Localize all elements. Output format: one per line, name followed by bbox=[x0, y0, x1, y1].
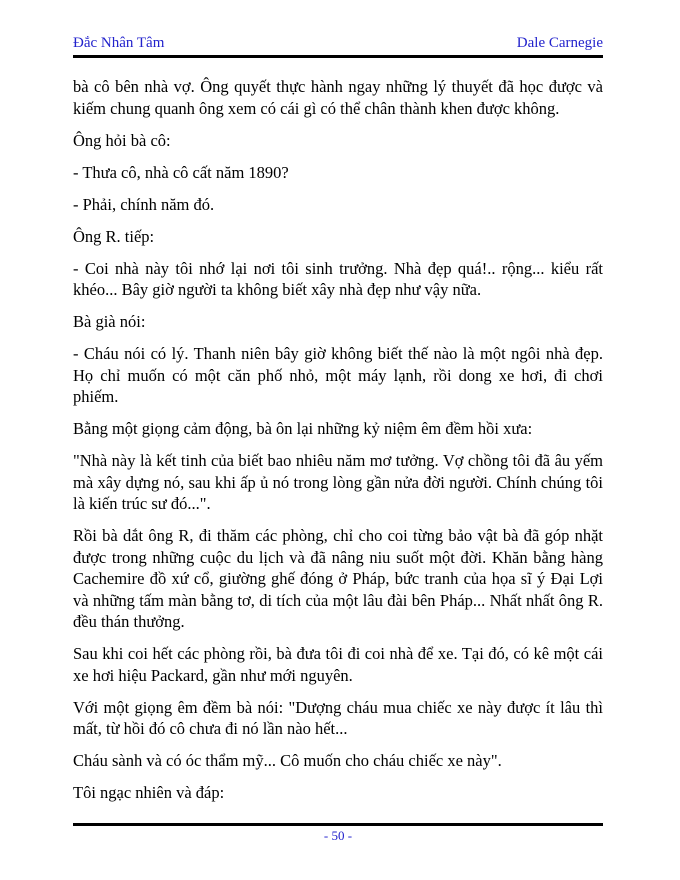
paragraph: Với một giọng êm đềm bà nói: "Dượng cháu mua chiếc xe này được ít lâu thì mất, từ hồi đó cô chưa đi nó lần nào hết... bbox=[73, 697, 603, 738]
paragraph: Sau khi coi hết các phòng rồi, bà đưa tôi đi coi nhà để xe. Tại đó, có kê một cái xe hơi hiệu Packard, gần như mới nguyên. bbox=[73, 644, 603, 685]
paragraph: bà cô bên nhà vợ. Ông quyết thực hành ngay những lý thuyết đã học được và kiếm chung quanh ông xem có cái gì có thể chân thành khen được không. bbox=[73, 77, 603, 118]
paragraph: Ông R. tiếp: bbox=[73, 226, 155, 246]
page-footer bbox=[73, 823, 603, 843]
paragraph: Cháu sành và có óc thẩm mỹ... Cô muốn cho cháu chiếc xe này". bbox=[73, 751, 502, 770]
paragraph: Ông hỏi bà cô: bbox=[73, 130, 171, 150]
page-header bbox=[73, 36, 603, 58]
paragraph: - Coi nhà này tôi nhớ lại nơi tôi sinh trưởng. Nhà đẹp quá!.. rộng... kiểu rất khéo... Bây giờ người ta không biết xây nhà đẹp như vậy nữa. bbox=[73, 258, 603, 299]
paragraph: Tôi ngạc nhiên và đáp: bbox=[73, 783, 225, 802]
page-number: - 50 - bbox=[323, 828, 353, 843]
header-book-title: Đắc Nhân Tâm bbox=[73, 35, 165, 51]
paragraph: Bằng một giọng cảm động, bà ôn lại những kỷ niệm êm đềm hồi xưa: bbox=[73, 419, 533, 438]
paragraph: - Phải, chính năm đó. bbox=[73, 194, 215, 214]
paragraph: - Thưa cô, nhà cô cất năm 1890? bbox=[73, 162, 289, 182]
paragraph: - Cháu nói có lý. Thanh niên bây giờ không biết thế nào là một ngôi nhà đẹp. Họ chỉ muốn có một căn phố nhỏ, một máy lạnh, rồi dong xe hơi, đi chơi phiếm. bbox=[73, 344, 603, 406]
paragraph: Bà già nói: bbox=[73, 312, 146, 331]
paragraph: Rồi bà dắt ông R, đi thăm các phòng, chỉ cho coi từng bảo vật bà đã góp nhặt được trong những cuộc du lịch và đã nâng niu suốt một đời. Khăn bằng hàng Cachemire đồ xứ cổ, giường ghế đóng ở Pháp, bức tranh của họa sĩ ý Đại Lợi và những tấm màn bằng tơ, di tích của một lâu đài bên Pháp... Nhất nhất ông R. đều thán thưởng. bbox=[73, 526, 603, 631]
paragraph: "Nhà này là kết tinh của biết bao nhiêu năm mơ tưởng. Vợ chồng tôi đã âu yếm mà xây dựng nó, sau khi ấp ủ nó trong lòng gần nửa đời người. Chính chúng tôi là kiến trúc sư đó...". bbox=[73, 451, 603, 513]
header-author: Dale Carnegie bbox=[516, 35, 603, 51]
page-body bbox=[73, 76, 603, 814]
